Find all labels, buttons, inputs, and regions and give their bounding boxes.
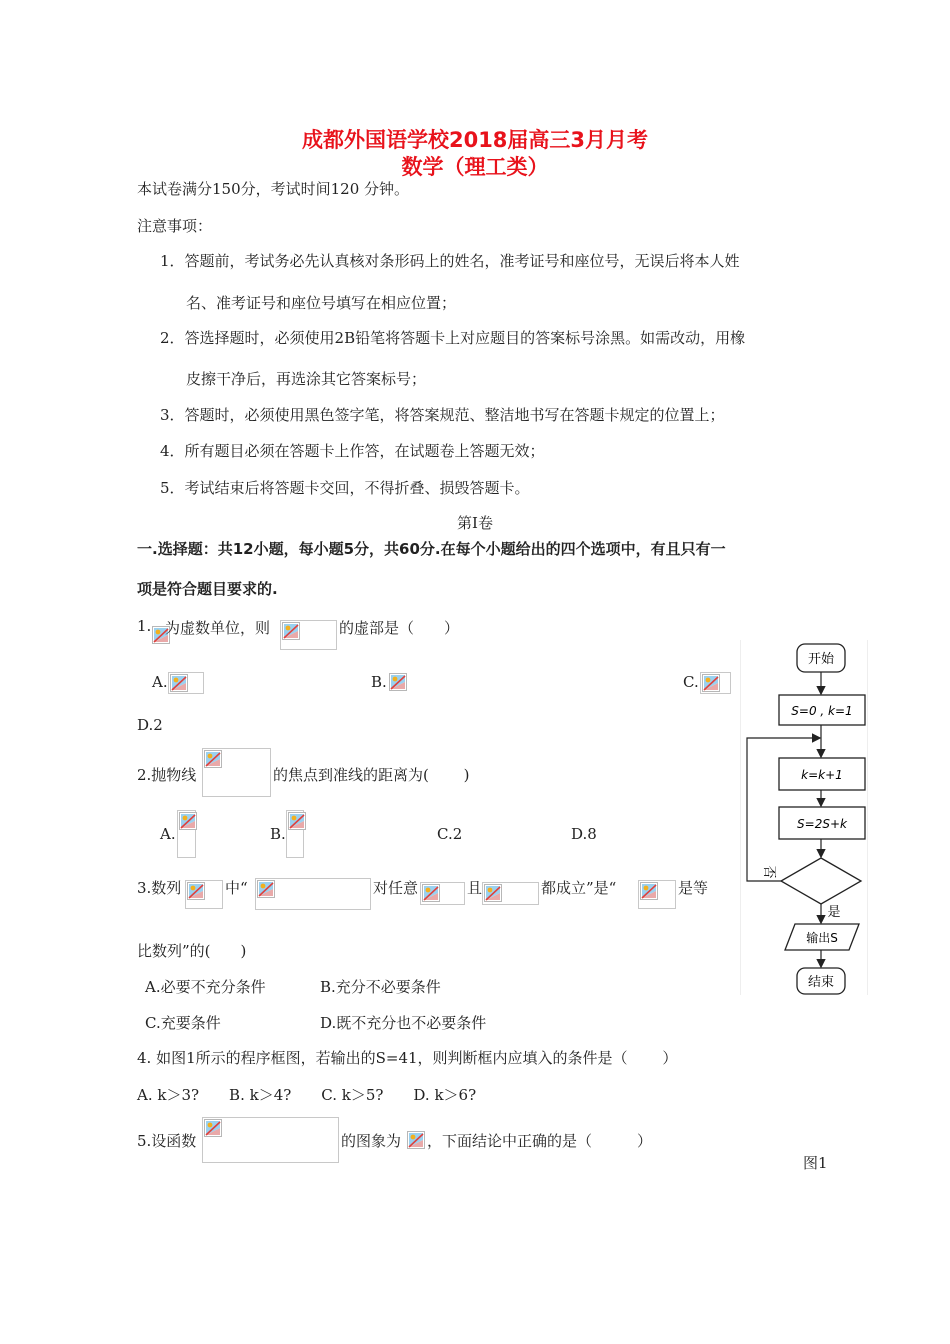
flow-yes-label: 是	[827, 905, 841, 920]
q2-option-c: C.2	[437, 825, 463, 843]
q2-option-b-image	[286, 810, 304, 858]
broken-image-icon	[204, 1119, 222, 1137]
flow-step1-label: k=k+1	[801, 768, 843, 782]
broken-image-icon	[204, 750, 222, 768]
broken-image-icon	[170, 674, 188, 692]
q5-image-function	[202, 1117, 339, 1163]
notice-item-1: 1．答题前，考试务必先认真核对条形码上的姓名，准考证号和座位号，无误后将本人姓	[160, 252, 740, 270]
q3-option-c: C.充要条件	[145, 1014, 221, 1032]
broken-image-icon	[702, 674, 720, 692]
q3-number: 3.数列	[137, 879, 182, 897]
q1-option-c-image	[700, 672, 731, 694]
q3-text-cont: 比数列”的( )	[137, 942, 247, 960]
q1-option-c: C.	[683, 673, 699, 691]
flow-decision-node	[781, 858, 861, 904]
q3-option-d: D.既不充分也不必要条件	[320, 1014, 487, 1032]
flow-start-label: 开始	[807, 652, 835, 667]
figure-label: 图1	[803, 1154, 828, 1172]
notice-item-1-cont: 名、准考证号和座位号填写在相应位置；	[186, 294, 457, 312]
q5-text-a: 的图象为	[341, 1132, 402, 1150]
q3-text-e: 是等	[678, 879, 709, 897]
notice-item-4: 4．所有题目必须在答题卡上作答，在试题卷上答题无效；	[160, 442, 545, 460]
page-title: 成都外国语学校2018届高三3月月考	[301, 128, 649, 152]
q1-text-b: 的虚部是（ ）	[339, 619, 460, 637]
q1-option-d: D.2	[137, 716, 163, 734]
page-subtitle: 数学（理工类）	[401, 155, 549, 179]
broken-image-icon	[179, 812, 197, 830]
q1-image-expression	[280, 620, 337, 650]
flow-init-label: S=0 , k=1	[791, 704, 853, 718]
notice-item-2-cont: 皮擦干净后，再选涂其它答案标号；	[186, 370, 427, 388]
section-heading: 一.选择题：共12小题，每小题5分，共60分.在每个小题给出的四个选项中，有且只有一	[137, 540, 726, 558]
q1-option-a-image	[168, 672, 204, 694]
notice-item-5: 5．考试结束后将答题卡交回，不得折叠、损毁答题卡。	[160, 479, 530, 497]
q2-option-d: D.8	[571, 825, 597, 843]
q3-option-a: A.必要不充分条件	[145, 978, 266, 996]
q2-option-b: B.	[270, 825, 286, 843]
broken-image-icon	[282, 622, 300, 640]
q3-option-b: B.充分不必要条件	[320, 978, 441, 996]
q3-image-condition	[255, 878, 371, 910]
q1-text-a: 为虚数单位，则	[165, 619, 271, 637]
q5-text-b: ，下面结论中正确的是（ ）	[427, 1132, 653, 1150]
broken-image-icon	[640, 882, 658, 900]
q1-image-i	[151, 625, 164, 645]
broken-image-icon	[389, 673, 407, 691]
q4-options: A. k＞3? B. k＞4? C. k＞5? D. k＞6?	[137, 1086, 477, 1104]
broken-image-icon	[407, 1131, 425, 1149]
notice-item-3: 3．答题时，必须使用黑色签字笔，将答案规范、整洁地书写在答题卡规定的位置上；	[160, 406, 725, 424]
q3-image-an-nonzero	[482, 882, 539, 905]
q2-option-a: A.	[160, 825, 176, 843]
section-heading-cont: 项是符合题目要求的.	[137, 580, 278, 598]
exam-intro: 本试卷满分150分，考试时间120 分钟。	[137, 180, 410, 198]
q1-option-b: B.	[371, 673, 387, 691]
q3-image-an-2	[638, 880, 676, 909]
q2-number: 2.抛物线	[137, 766, 197, 784]
flow-end-label: 结束	[807, 975, 835, 990]
broken-image-icon	[288, 812, 306, 830]
section-label: 第Ⅰ卷	[457, 514, 493, 532]
q3-text-d: 都成立”是“	[541, 879, 617, 897]
q1-number: 1.	[137, 617, 152, 635]
flow-output-label: 输出S	[806, 931, 838, 945]
broken-image-icon	[187, 882, 205, 900]
q1-option-a: A.	[152, 673, 168, 691]
notice-item-2: 2．答选择题时，必须使用2B铅笔将答题卡上对应题目的答案标号涂黑。如需改动，用橡	[160, 329, 746, 347]
notice-heading: 注意事项：	[137, 217, 213, 235]
broken-image-icon	[484, 884, 502, 902]
flowchart	[740, 640, 868, 995]
flow-no-label: 否	[761, 865, 776, 879]
broken-image-icon	[422, 884, 440, 902]
q3-image-an	[185, 880, 223, 909]
q2-text: 的焦点到准线的距离为( )	[273, 766, 470, 784]
flowchart-diagram	[741, 640, 867, 995]
q5-number: 5.设函数	[137, 1132, 197, 1150]
q1-option-b-image	[388, 672, 408, 694]
q3-text-a: 中“	[225, 879, 248, 897]
q3-text-b: 对任意	[373, 879, 419, 897]
q3-text-c: 且	[467, 879, 483, 897]
flow-step2-label: S=2S+k	[797, 817, 847, 831]
q4-text: 4. 如图1所示的程序框图，若输出的S=41，则判断框内应填入的条件是（ ）	[137, 1049, 678, 1067]
q2-option-a-image	[177, 810, 196, 858]
broken-image-icon	[257, 880, 275, 898]
q5-image-graph	[406, 1130, 426, 1151]
q2-image-parabola	[202, 748, 271, 797]
q3-image-n	[420, 882, 465, 905]
